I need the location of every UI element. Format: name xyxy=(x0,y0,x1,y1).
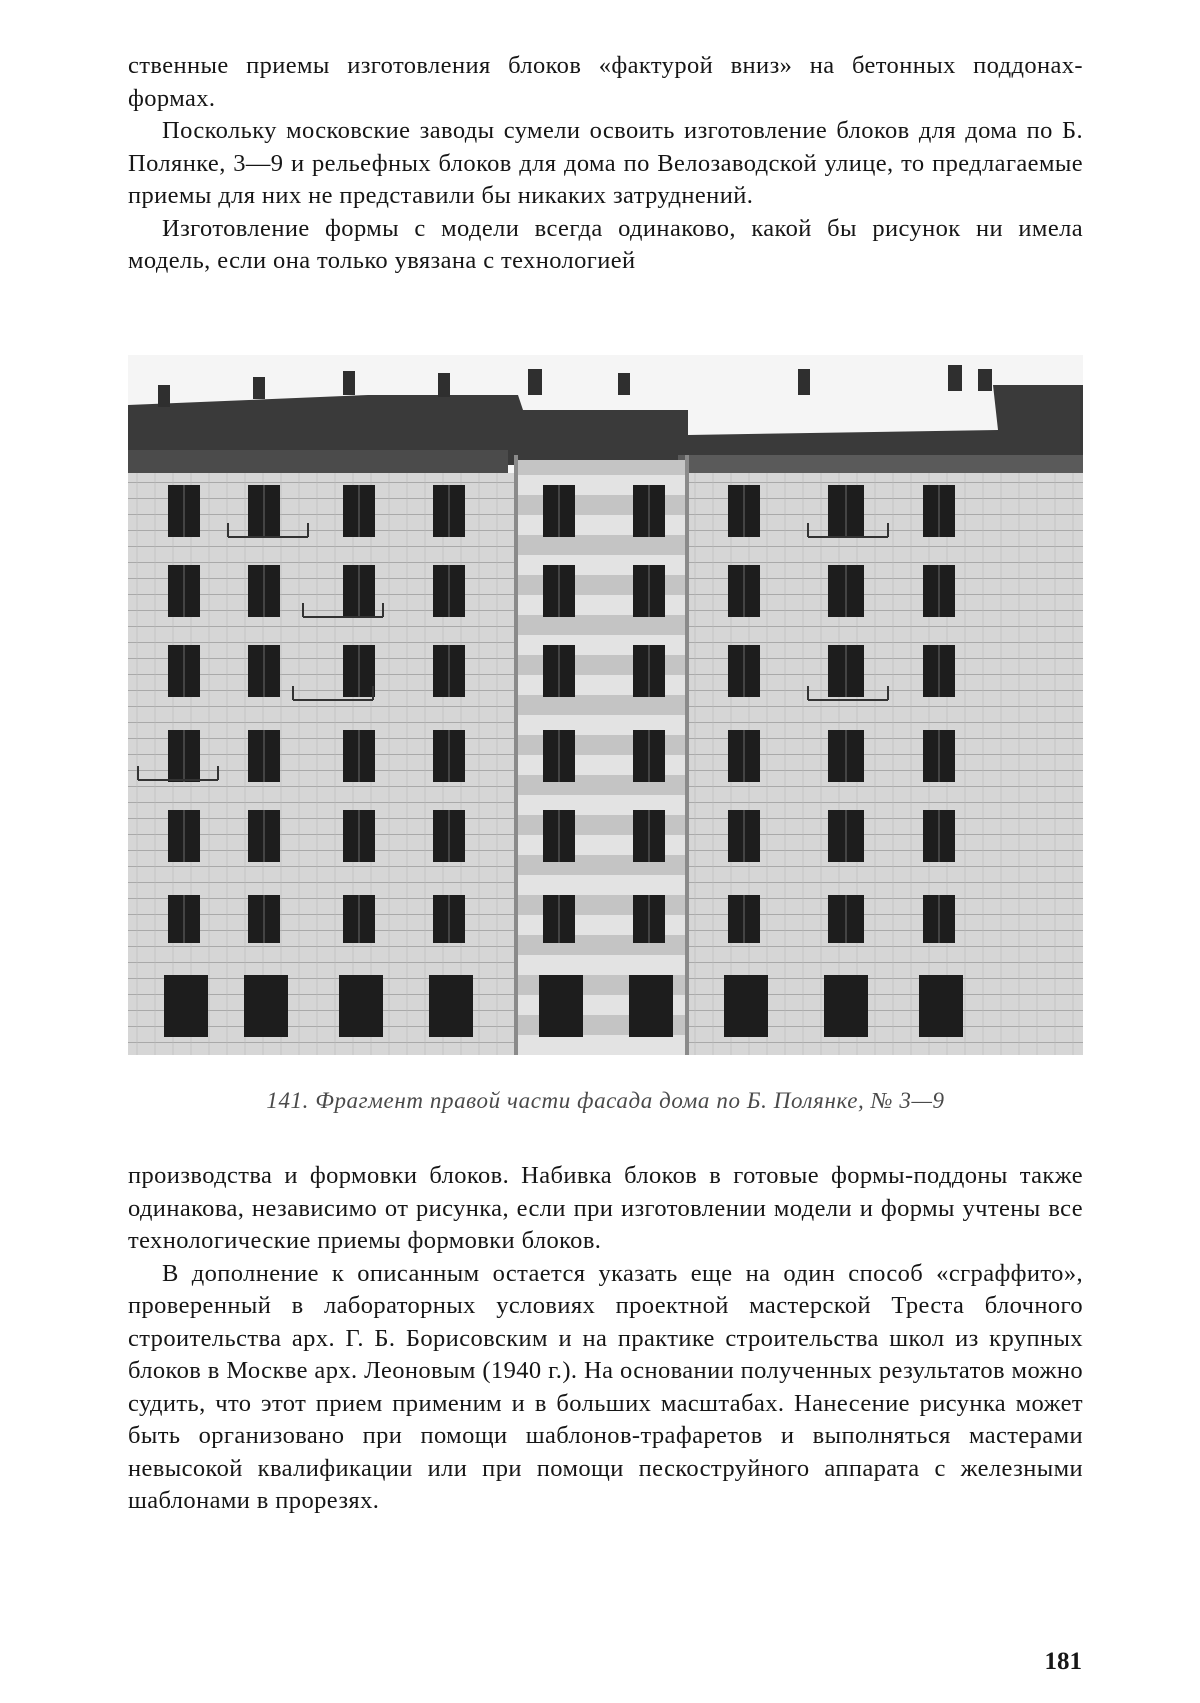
paragraph-top-3: Изготовление формы с модели всегда одинаково, какой бы рисунок ни имела модель, если она только увязана с технологией xyxy=(128,214,1083,274)
facade-ground-window xyxy=(824,975,868,1037)
cornice-right xyxy=(678,455,1083,475)
paragraph-bottom-1: производства и формовки блоков. Набивка блоков в готовые формы-поддоны также одинакова, независимо от рисунка, если при изготовлении модели и формы учтены все технологические приемы формовки блоков. xyxy=(128,1162,1083,1254)
facade-ground-window xyxy=(919,975,963,1037)
facade-illustration xyxy=(128,355,1083,1055)
facade-ground-window xyxy=(244,975,288,1037)
facade-ground-window xyxy=(164,975,208,1037)
building-facade-photo xyxy=(128,355,1083,1055)
facade-ground-window xyxy=(339,975,383,1037)
figure-caption: 141. Фрагмент правой части фасада дома по Б. Полянке, № 3—9 xyxy=(266,1088,945,1113)
cornice-left xyxy=(128,450,508,474)
bottom-text-block xyxy=(128,1160,1083,1518)
top-text-block xyxy=(128,50,1083,278)
paragraph-top-2: Поскольку московские заводы сумели освоить изготовление блоков для дома по Б. Полянке, 3—9 и рельефных блоков для дома по Велозаводской улице, то предлагаемые приемы для них не представили бы никаких затруднений. xyxy=(128,117,1083,209)
paragraph-top-1: ственные приемы изготовления блоков «фактурой вниз» на бетонных поддонах-формах. xyxy=(128,52,1083,112)
paragraph-bottom-2: В дополнение к описанным остается указать еще на один способ «сграффито», проверенный в лабораторных условиях проектной мастерской Треста блочного строительства арх. Г. Б. Борисовским и на практике строительства школ из крупных блоков в Москве арх. Леоновым (1940 г.). На основании полученных результатов можно судить, что этот прием применим и в больших масштабах. Нанесение рисунка может быть организовано при помощи шаблонов-трафаретов и выполняться мастерами невысокой квалификации или при помощи пескоструйного аппарата с железными шаблонами в прорезях. xyxy=(128,1259,1083,1514)
facade-ground-window xyxy=(629,975,673,1037)
facade-ground-window xyxy=(539,975,583,1037)
facade-ground-window xyxy=(429,975,473,1037)
facade-ground-window xyxy=(724,975,768,1037)
page-number: 181 xyxy=(1044,1648,1082,1675)
